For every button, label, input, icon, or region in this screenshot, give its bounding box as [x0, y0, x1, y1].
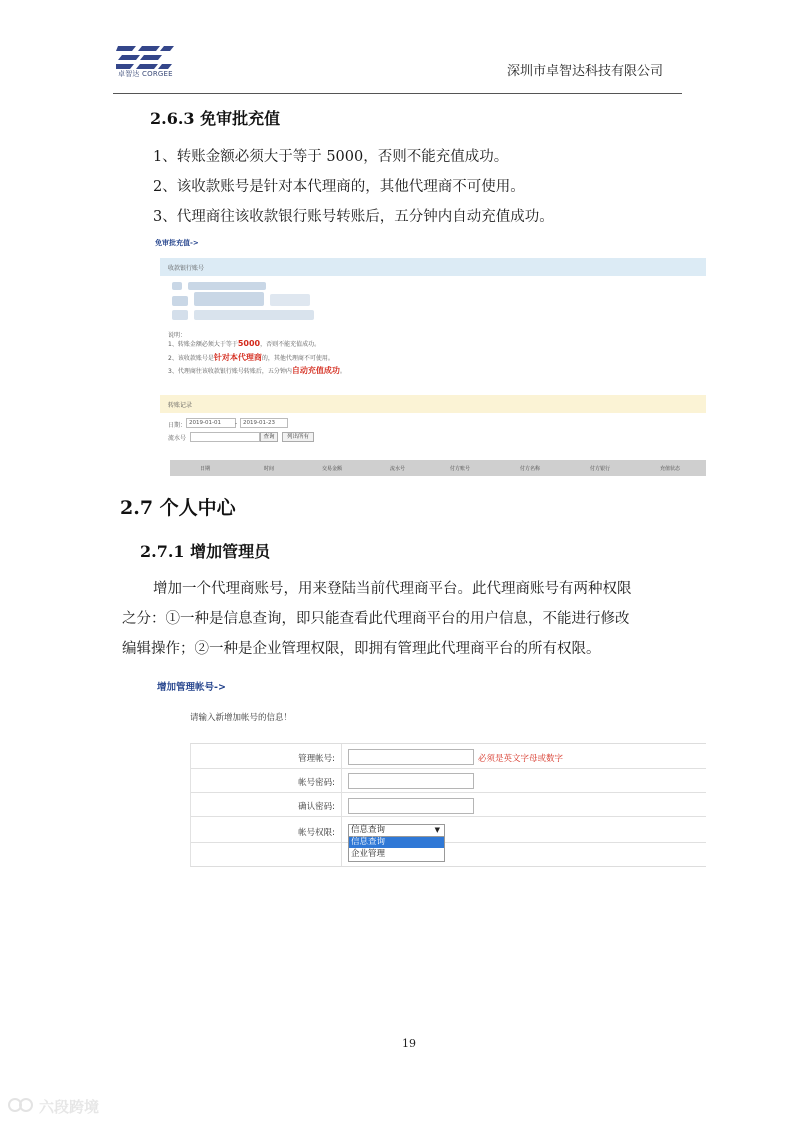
permission-dropdown	[348, 836, 445, 862]
date-from-input[interactable]: 2019-01-01	[186, 418, 236, 428]
company-name: 深圳市卓智达科技有限公司	[507, 64, 664, 79]
column-header: 流水号	[390, 466, 406, 472]
panel-title: 收款银行账号	[168, 265, 205, 272]
breadcrumb[interactable]: 免审批充值->	[155, 239, 199, 247]
form-row-divider	[191, 792, 706, 793]
password-input[interactable]	[348, 773, 474, 789]
records-table-header	[170, 460, 706, 476]
watermark-text: 六段跨境	[39, 1098, 100, 1116]
note-label: 说明：	[168, 332, 187, 339]
column-header: 时间	[264, 466, 275, 472]
section-271-title: 2.7.1 增加管理员	[140, 542, 271, 561]
add-admin-screenshot	[155, 677, 707, 872]
confirm-password-label: 确认密码:	[298, 802, 335, 812]
column-divider	[341, 744, 342, 866]
blurred-info	[270, 294, 310, 306]
serial-input[interactable]	[190, 432, 260, 442]
header-divider	[113, 93, 682, 94]
note-line: 2、该收款账号是针对本代理商的，其他代理商不可使用。	[168, 353, 334, 362]
column-header: 付方账号	[450, 466, 471, 472]
note-line: 1、转账金额必须大于等于5000，否则不能充值成功。	[168, 339, 321, 348]
page-number: 19	[402, 1037, 416, 1050]
list-item: 2、该收款账号是针对本代理商的，其他代理商不可使用。	[153, 179, 525, 195]
column-header: 日期	[200, 466, 211, 472]
blurred-info	[194, 310, 314, 320]
date-separator: -	[235, 420, 238, 427]
form-row-divider	[191, 816, 706, 817]
panel-title: 转账记录	[168, 402, 193, 409]
form-prompt: 请输入新增加帐号的信息！	[190, 713, 293, 723]
list-item: 1、转账金额必须大于等于 5000，否则不能充值成功。	[153, 149, 509, 165]
blurred-info	[194, 292, 264, 306]
recharge-screenshot	[160, 258, 706, 478]
confirm-password-input[interactable]	[348, 798, 474, 814]
list-all-button[interactable]: 列出所有	[282, 432, 314, 442]
paragraph-line: 编辑操作；②一种是企业管理权限，即拥有管理此代理商平台的所有权限。	[122, 641, 601, 657]
transfer-records-panel-header	[160, 395, 706, 413]
list-item: 3、代理商往该收款银行账号转账后，五分钟内自动充值成功。	[153, 209, 554, 225]
bank-account-panel-header	[160, 258, 706, 276]
add-account-form	[190, 743, 706, 867]
form-row-divider	[191, 768, 706, 769]
note-line: 3、代理商往该收款银行账号转账后，五分钟内自动充值成功。	[168, 366, 346, 375]
date-label: 日期：	[168, 422, 187, 429]
breadcrumb[interactable]: 增加管理帐号->	[157, 682, 226, 693]
serial-label: 流水号	[168, 435, 187, 442]
blurred-info	[172, 310, 188, 320]
dropdown-arrow-icon: ▼	[434, 826, 440, 834]
password-label: 帐号密码:	[298, 778, 335, 788]
column-header: 充值状态	[660, 466, 681, 472]
column-header: 交易金额	[322, 466, 343, 472]
permission-label: 帐号权限:	[298, 828, 335, 838]
query-button[interactable]: 查询	[260, 432, 278, 442]
account-hint: 必须是英文字母或数字	[478, 754, 564, 764]
section-263-title: 2.6.3 免审批充值	[150, 109, 281, 128]
option-enterprise-management[interactable]: 企业管理	[351, 849, 386, 859]
date-to-input[interactable]: 2019-01-23	[240, 418, 288, 428]
paragraph-line: 增加一个代理商账号，用来登陆当前代理商平台。此代理商账号有两种权限	[153, 581, 632, 597]
select-value: 信息查询	[351, 825, 386, 835]
section-27-title: 2.7 个人中心	[120, 497, 236, 519]
column-header: 付方名称	[520, 466, 541, 472]
account-input[interactable]	[348, 749, 474, 765]
option-info-query[interactable]: 信息查询	[349, 837, 444, 848]
watermark-logo-icon	[6, 1095, 36, 1115]
watermark	[6, 1095, 116, 1117]
paragraph-line: 之分：①一种是信息查询，即只能查看此代理商平台的用户信息，不能进行修改	[122, 611, 630, 627]
form-row-divider	[191, 842, 706, 843]
column-header: 付方银行	[590, 466, 611, 472]
logo-text: 卓智达 CORGEE	[118, 70, 173, 78]
account-label: 管理帐号:	[298, 754, 335, 764]
blurred-info	[188, 282, 266, 290]
blurred-info	[172, 282, 182, 290]
blurred-info	[172, 296, 188, 306]
